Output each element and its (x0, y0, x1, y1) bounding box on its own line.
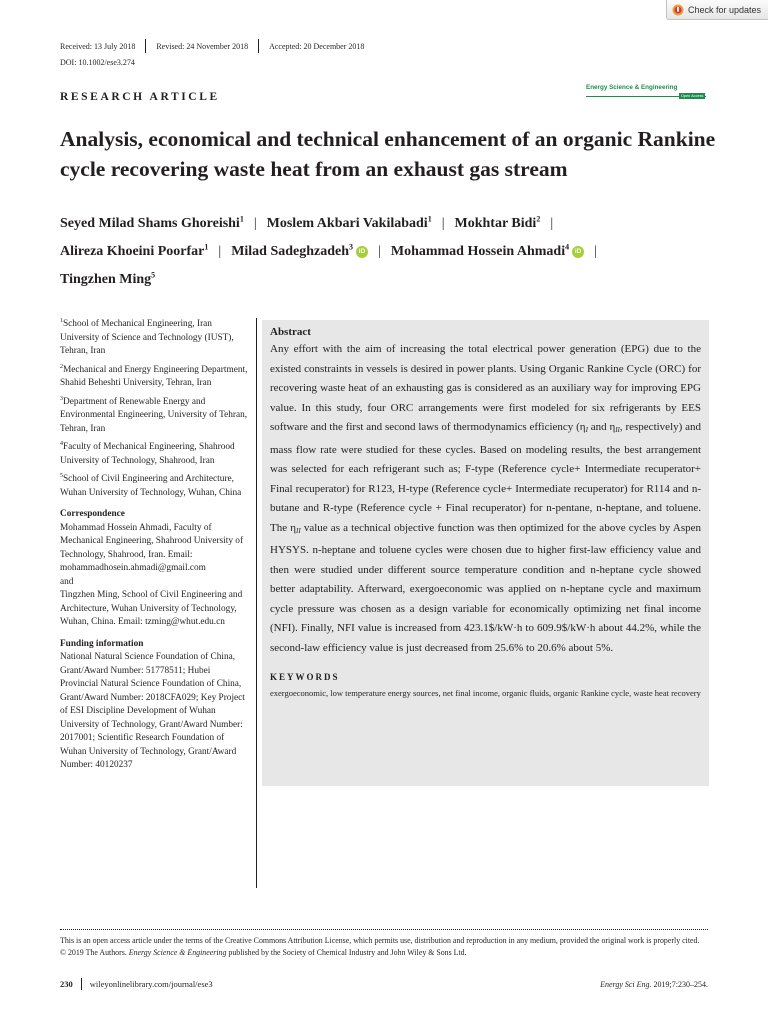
divider (145, 39, 146, 53)
check-updates-icon (672, 4, 684, 16)
author-name[interactable]: Moslem Akbari Vakilabadi$^1$ (266, 214, 432, 231)
page-number: 230 (60, 979, 73, 989)
author-name[interactable]: Milad Sadeghzadeh$^3$ (231, 242, 354, 259)
correspondence-and: and (60, 576, 74, 587)
affiliation: $^2$Mechanical and Energy Engineering Department, Shahid Beheshti University, Tehran, Iran (60, 363, 248, 388)
license-text: This is an open access article under the terms of the Creative Commons Attribution License, which permits use, distribution and reproduction in any medium, provided the original work is properly cited. (60, 936, 700, 945)
keywords-heading: KEYWORDS (270, 672, 340, 682)
article-dates (60, 39, 364, 53)
divider (81, 978, 82, 990)
journal-url[interactable]: wileyonlinelibrary.com/journal/ese3 (89, 979, 213, 989)
keywords-text: exergoeconomic, low temperature energy sources, net final income, organic fluids, organic Rankine cycle, waste heat recovery (270, 688, 701, 698)
citation: Energy Sci Eng. 2019;7:230–254. (600, 980, 708, 989)
accepted-date: Accepted: 20 December 2018 (269, 41, 365, 51)
affiliation: $^1$School of Mechanical Engineering, Iran University of Science and Technology (IUST), Tehran, Iran (60, 317, 234, 356)
article-type: RESEARCH ARTICLE (60, 91, 220, 103)
author-name[interactable]: Seyed Milad Shams Ghoreishi$^1$ (60, 214, 244, 231)
author-name[interactable]: Mokhtar Bidi$^2$ (454, 214, 541, 231)
left-sidebar (60, 318, 248, 773)
abstract-heading: Abstract (270, 326, 311, 338)
correspondence-heading: Correspondence (60, 509, 125, 519)
funding-heading: Funding information (60, 638, 144, 649)
correspondence-text: Tingzhen Ming, School of Civil Engineering and Architecture, Wuhan University of Technology, Wuhan, China. Email: tzming@whut.edu.cn (60, 590, 243, 627)
open-access-badge: Open Access (681, 94, 704, 98)
orcid-icon[interactable]: iD (572, 246, 584, 258)
abstract-text: Any effort with the aim of increasing the total electrical power generation (EPG) due to the existed constraints in vessels is desired in power plants. Using Organic Rankine Cycle (ORC) for recovering waste heat of an exhausting gas is considered as an auxiliary way for improving EPG value. In this study, four ORC arrangements were first modeled for six refrigerants by EES software and the first and second laws of thermodynamics efficiency ($\eta_I$ and $\eta_{II}$, respectively) and mass flow rate were studied for these cycles. Based on modeling results, the best arrangement was selected for each refrigerant such as; F-type (Reference cycle+ Intermediate recuperator+ Final recuperator) for R123, H-type (Reference cycle+ Intermediate recuperator) for R114 and n-butane and R-type (Reference cycle + Final recuperator) for n-pentane, n-heptane, and toluene. The $\eta_{II}$ value as a technical objective function was then optimized for the above cycles by Aspen HYSYS. n-heptane and toluene cycles were chosen due to higher first-law efficiency value and then were studied under different source temperature condition and n-heptane cycle showed better adaptability. Afterward, exergoeconomic was applied on n-heptane cycle and maximum cycle pressure was chosen as a design variable for economically optimizing net final income (NFI). Finally, NFI value is increased from 423.1$/kW·h to 609.9$/kW·h about 44.2%, while the second-law efficiency value is just decreased from 25.6% to 20.6% about 5%. (270, 343, 702, 654)
author-list: Seyed Milad Shams Ghoreishi$^1$ | Moslem Akbari Vakilabadi$^1$ | Mokhtar Bidi$^2$ | Alireza Khoeini Poorfar$^1$ | Milad Sadeghzadeh$^3$iD | Mohammad Hossein Ahmadi$^4$iD | Tingzhen Ming$^5$ (60, 214, 597, 287)
author-name[interactable]: Mohammad Hossein Ahmadi$^4$ (390, 242, 570, 259)
received-date: Received: 13 July 2018 (60, 41, 136, 51)
affiliation: $^4$Faculty of Mechanical Engineering, Shahrood University of Technology, Shahrood, Iran (60, 440, 235, 466)
column-divider (256, 318, 257, 888)
divider (258, 39, 259, 53)
funding-text: National Natural Science Foundation of China, Grant/Award Number: 51778511; Hubei Provincial Natural Science Foundation of China, Grant/Award Number: 2018CFA029; Key Project of ESI Discipline Development of Wuhan University of Technology, Grant/Award Number: 2017001; Scientific Research Foundation of Wuhan University of Technology, Grant/Award Number: 40120237 (60, 652, 245, 770)
author-name[interactable]: Alireza Khoeini Poorfar$^1$ (60, 242, 209, 259)
footer-divider (60, 929, 708, 930)
journal-logo-name: Energy Science & Engineering (586, 84, 678, 91)
journal-logo (586, 84, 708, 102)
check-for-updates-button[interactable] (666, 0, 768, 20)
author-name[interactable]: Tingzhen Ming$^5$ (60, 270, 156, 287)
page-footer-left (60, 978, 213, 990)
orcid-icon[interactable]: iD (356, 246, 368, 258)
article-title: Analysis, economical and technical enhancement of an organic Rankine cycle recovering waste heat from an exhaust gas stream (60, 127, 716, 181)
affiliation: $^3$Department of Renewable Energy and Environmental Engineering, University of Tehran, Tehran, Iran (60, 395, 248, 434)
copyright-text: © 2019 The Authors. Energy Science & Engineering published by the Society of Chemical Industry and John Wiley & Sons Ltd. (60, 947, 467, 957)
license-notice (60, 935, 720, 958)
check-for-updates-label: Check for updates (688, 4, 762, 15)
abstract-box (262, 320, 709, 786)
correspondence-text: Mohammad Hossein Ahmadi, Faculty of Mechanical Engineering, Shahrood University of Technology, Shahrood, Iran. Email: mohammadhosein.ahmadi@gmail.com (60, 522, 244, 573)
affiliation: $^5$School of Civil Engineering and Architecture, Wuhan University of Technology, Wuhan, China (60, 472, 242, 498)
revised-date: Revised: 24 November 2018 (156, 41, 249, 51)
doi[interactable]: DOI: 10.1002/ese3.274 (60, 58, 135, 67)
